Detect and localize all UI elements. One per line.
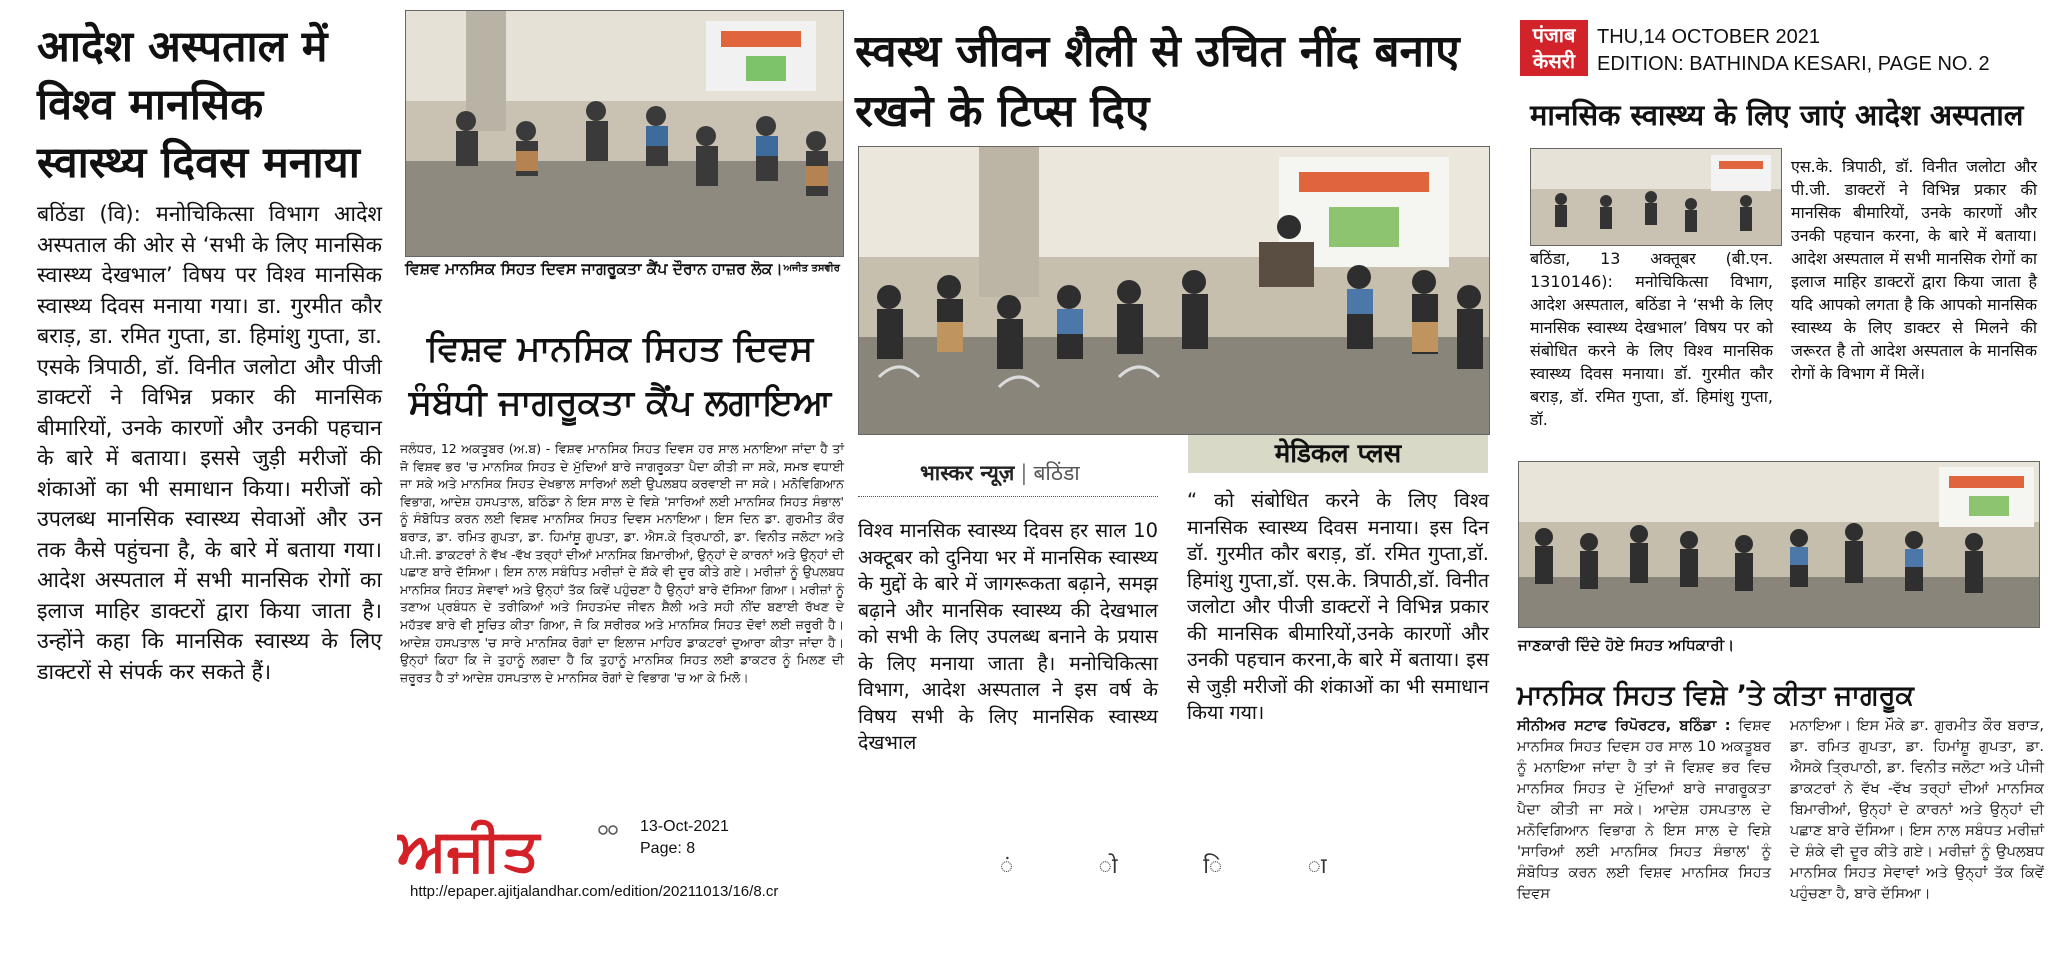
ajit-logo	[397, 818, 625, 878]
bhaskar-source: भास्कर न्यूज़	[920, 461, 1015, 485]
punjab-kesari-photo-graphic	[1531, 149, 1781, 245]
punjabi-awareness-body-left	[1517, 716, 1771, 905]
ajit-headline: ਵਿਸ਼ਵ ਮਾਨਸਿਕ ਸਿਹਤ ਦਿਵਸ ਸੰਬੰਧੀ ਜਾਗਰੂਕਤਾ ਕੈਂਪ ਲਗਾਇਆ	[408, 329, 832, 423]
punjab-kesari-body-left: बठिंडा, 13 अक्तूबर (बी.एन. 1310146): मनोचिकित्सा विभाग, आदेश अस्पताल, बठिंडा ने ‘सभी के लिए मानसिक स्वास्थ्य देखभाल’ विषय पर को संबोधित करने के लिए विश्व मानसिक स्वास्थ्य दिवस मनाया। डॉ. गुरमीत कौर बराड़, डॉ. रमित गुप्ता, डॉ. हिमांशु गुप्ता, डॉ.	[1530, 249, 1773, 429]
bhaskar-divider	[858, 496, 1158, 497]
punjabi-awareness-byline: ਸੀਨੀਅਰ ਸਟਾਫ ਰਿਪੋਰਟਰ, ਬਠਿੰਡਾ :	[1517, 718, 1731, 734]
ajit-logo-text: ਅਜੀਤ	[397, 818, 540, 878]
ajit-date: 13-Oct-2021	[640, 818, 729, 835]
column1-article-body: बठिंडा (वि): मनोचिकित्सा विभाग आदेश अस्पताल की ओर से ‘सभी के लिए मानसिक स्वास्थ्य देखभाल’ विषय पर विश्व मानसिक स्वास्थ्य दिवस मनाया गया। डा. गुरमीत कौर बराड़, डा. रमित गुप्ता, डा. हिमांशु गुप्ता, डा. एसके त्रिपाठी, डॉ. विनीत जलोटा और पीजी डाक्टरों ने विभिन्न प्रकार की मानसिक बीमारियों, उनके कारणों और उनकी पहचान के बारे में बताया। इससे जुड़ी मरीजों की शंकाओं का भी समाधान किया। मरीजों को उपलब्ध मानसिक स्वास्थ्य सेवाओं और उन तक कैसे पहुंचना है, के बारे में बताया गया। आदेश अस्पताल में सभी मानसिक रोगों का इलाज माहिर डाक्टरों द्वारा किया जाता है। उन्होंने कहा कि मानसिक स्वास्थ्य के लिए डाक्टरों से संपर्क कर सकते हैं।	[37, 202, 382, 685]
ajit-article-body: ਜਲੰਧਰ, 12 ਅਕਤੂਬਰ (ਅ.ਬ) - ਵਿਸ਼ਵ ਮਾਨਸਿਕ ਸਿਹਤ ਦਿਵਸ ਹਰ ਸਾਲ ਮਨਾਇਆ ਜਾਂਦਾ ਹੈ ਤਾਂ ਜੋ ਵਿਸ਼ਵ ਭਰ 'ਚ ਮਾਨਸਿਕ ਸਿਹਤ ਦੇ ਮੁੱਦਿਆਂ ਬਾਰੇ ਜਾਗਰੂਕਤਾ ਪੈਦਾ ਕੀਤੀ ਜਾ ਸਕੇ, ਸਮਝ ਵਧਾਈ ਜਾ ਸਕੇ ਅਤੇ ਮਾਨਸਿਕ ਸਿਹਤ ਦੇਖਭਾਲ ਸਾਰਿਆਂ ਲਈ ਉਪਲਬਧ ਕਰਵਾਈ ਜਾ ਸਕੇ। ਮਨੋਵਿਗਿਆਨ ਵਿਭਾਗ, ਆਦੇਸ਼ ਹਸਪਤਾਲ, ਬਠਿੰਡਾ ਨੇ ਇਸ ਸਾਲ ਦੇ ਵਿਸ਼ੇ 'ਸਾਰਿਆਂ ਲਈ ਮਾਨਸਿਕ ਸਿਹਤ ਸੰਭਾਲ' ਨੂੰ ਸੰਬੋਧਿਤ ਕਰਨ ਲਈ ਵਿਸ਼ਵ ਮਾਨਸਿਕ ਸਿਹਤ ਦਿਵਸ ਮਨਾਇਆ। ਇਸ ਦਿਨ ਡਾ. ਗੁਰਮੀਤ ਕੌਰ ਬਰਾੜ, ਡਾ. ਰਮਿਤ ਗੁਪਤਾ, ਡਾ. ਹਿਮਾਂਸ਼ੂ ਗੁਪਤਾ, ਡਾ. ਐਸ.ਕੇ ਤ੍ਰਿਪਾਠੀ, ਡਾ. ਵਿਨੀਤ ਜਲੋਟਾ ਅਤੇ ਪੀ.ਜੀ. ਡਾਕਟਰਾਂ ਨੇ ਵੱਖ -ਵੱਖ ਤਰ੍ਹਾਂ ਦੀਆਂ ਮਾਨਸਿਕ ਬਿਮਾਰੀਆਂ, ਉਨ੍ਹਾਂ ਦੇ ਕਾਰਨਾਂ ਅਤੇ ਉਨ੍ਹਾਂ ਦੀ ਪਛਾਣ ਬਾਰੇ ਦੱਸਿਆ। ਇਸ ਨਾਲ ਸਬੰਧਿਤ ਮਰੀਜ਼ਾਂ ਦੇ ਸ਼ੱਕੇ ਵੀ ਦੂਰ ਕੀਤੇ ਗਏ। ਮਰੀਜ਼ਾਂ ਨੂੰ ਉਪਲਬਧ ਮਾਨਸਿਕ ਸਿਹਤ ਸੇਵਾਵਾਂ ਅਤੇ ਉਨ੍ਹਾਂ ਤੱਕ ਕਿਵੇਂ ਪਹੁੰਚਣਾ ਹੈ ਉਨ੍ਹਾਂ ਬਾਰੇ ਦੱਸਿਆ ਗਿਆ। ਮਰੀਜ਼ਾਂ ਨੂੰ ਤਣਾਅ ਪ੍ਰਬੰਧਨ ਦੇ ਤਰੀਕਿਆਂ ਅਤੇ ਸਿਹਤਮੰਦ ਜੀਵਨ ਸ਼ੈਲੀ ਅਤੇ ਸਹੀ ਨੀਂਦ ਬਣਾਈ ਰੱਖਣ ਦੇ ਮਹੱਤਵ ਬਾਰੇ ਵੀ ਸੂਚਿਤ ਕੀਤਾ ਗਿਆ, ਜੋ ਕਿ ਸਰੀਰਕ ਅਤੇ ਮਾਨਸਿਕ ਸਿਹਤ ਦੋਵਾਂ ਲਈ ਜ਼ਰੂਰੀ ਹੈ। ਆਦੇਸ਼ ਹਸਪਤਾਲ 'ਚ ਸਾਰੇ ਮਾਨਸਿਕ ਰੋਗਾਂ ਦਾ ਇਲਾਜ ਮਾਹਿਰ ਡਾਕਟਰਾਂ ਦੁਆਰਾ ਕੀਤਾ ਜਾਂਦਾ ਹੈ। ਉਨ੍ਹਾਂ ਕਿਹਾ ਕਿ ਜੇ ਤੁਹਾਨੂੰ ਲਗਦਾ ਹੈ ਕਿ ਤੁਹਾਨੂੰ ਮਾਨਸਿਕ ਸਿਹਤ ਲਈ ਡਾਕਟਰ ਨੂੰ ਮਿਲਣ ਦੀ ਜ਼ਰੂਰਤ ਹੈ ਤਾਂ ਆਦੇਸ਼ ਹਸਪਤਾਲ ਦੇ ਮਾਨਸਿਕ ਰੋਗਾਂ ਦੇ ਵਿਭਾਗ 'ਚ ਆ ਕੇ ਮਿਲੋ।	[400, 441, 844, 685]
punjab-kesari-body-right: एस.के. त्रिपाठी, डॉ. विनीत जलोटा और पी.जी. डाक्टरों ने विभिन्न प्रकार की मानसिक बीमारियों, उनके कारणों और उनकी पहचान करना, के बारे में बताया। आदेश अस्पताल में सभी मानसिक रोगों का इलाज माहिर डाक्टरों द्वारा किया जाता है यदि आपको लगता है कि आपको मानसिक स्वास्थ्य के लिए डाक्टर से मिलने की जरूरत है तो आदेश अस्पताल के मानसिक रोगों के विभाग में मिलें।	[1791, 157, 2037, 383]
punjabi-awareness-body-right: ਮਨਾਇਆ। ਇਸ ਮੌਕੇ ਡਾ. ਗੁਰਮੀਤ ਕੌਰ ਬਰਾੜ, ਡਾ. ਰਮਿਤ ਗੁਪਤਾ, ਡਾ. ਹਿਮਾਂਸ਼ੂ ਗੁਪਤਾ, ਡਾ. ਐਸਕੇ ਤ੍ਰਿਪਾਠੀ, ਡਾ. ਵਿਨੀਤ ਜਲੋਟਾ ਅਤੇ ਪੀਜੀ ਡਾਕਟਰਾਂ ਨੇ ਵੱਖ -ਵੱਖ ਤਰ੍ਹਾਂ ਦੀਆਂ ਮਾਨਸਿਕ ਬਿਮਾਰੀਆਂ, ਉਨ੍ਹਾਂ ਦੇ ਕਾਰਨਾਂ ਅਤੇ ਉਨ੍ਹਾਂ ਦੀ ਪਛਾਣ ਬਾਰੇ ਦੱਸਿਆ। ਇਸ ਨਾਲ ਸਬੰਧਤ ਮਰੀਜ਼ਾਂ ਦੇ ਸ਼ੰਕੇ ਵੀ ਦੂਰ ਕੀਤੇ ਗਏ। ਮਰੀਜ਼ਾਂ ਨੂੰ ਉਪਲਬਧ ਮਾਨਸਿਕ ਸਿਹਤ ਸੇਵਾਵਾਂ ਅਤੇ ਉਨ੍ਹਾਂ ਤੱਕ ਕਿਵੇਂ ਪਹੁੰਚਣਾ ਹੈ, ਬਾਰੇ ਦੱਸਿਆ।	[1790, 718, 2044, 902]
punjab-kesari-date: THU,14 OCTOBER 2021	[1597, 26, 1821, 48]
health-officials-caption: ਜਾਣਕਾਰੀ ਦਿੰਦੇ ਹੋਏ ਸਿਹਤ ਅਧਿਕਾਰੀ।	[1518, 636, 1735, 654]
punjab-kesari-headline: मानसिक स्वास्थ्य के लिए जाएं आदेश अस्पताल	[1530, 98, 2024, 132]
punjab-kesari-logo-line2: केसरी	[1532, 49, 1576, 73]
health-officials-photo	[1518, 461, 2040, 628]
bhaskar-credit-separator: |	[1020, 461, 1028, 485]
bhaskar-event-photo-graphic	[859, 147, 1489, 434]
ajit-page: Page: 8	[640, 840, 696, 857]
punjabi-awareness-headline: ਮਾਨਸਿਕ ਸਿਹਤ ਵਿਸ਼ੇ ’ਤੇ ਕੀਤਾ ਜਾਗਰੂਕ	[1517, 680, 1914, 711]
punjab-kesari-edition: EDITION: BATHINDA KESARI, PAGE NO. 2	[1597, 53, 1990, 75]
ajit-url: http://epaper.ajitjalandhar.com/edition/20211013/16/8.cr	[410, 883, 779, 900]
punjabi-awareness-body-left-text: ਵਿਸ਼ਵ ਮਾਨਸਿਕ ਸਿਹਤ ਦਿਵਸ ਹਰ ਸਾਲ 10 ਅਕਤੂਬਰ ਨੂੰ ਮਨਾਇਆ ਜਾਂਦਾ ਹੈ ਤਾਂ ਜੋ ਵਿਸ਼ਵ ਭਰ ਵਿਚ ਮਾਨਸਿਕ ਸਿਹਤ ਦੇ ਮੁੱਦਿਆਂ ਬਾਰੇ ਜਾਗਰੂਕਤਾ ਪੈਦਾ ਕੀਤੀ ਜਾ ਸਕੇ। ਆਦੇਸ਼ ਹਸਪਤਾਲ ਦੇ ਮਨੋਵਿਗਿਆਨ ਵਿਭਾਗ ਨੇ ਇਸ ਸਾਲ ਦੇ ਵਿਸ਼ੇ 'ਸਾਰਿਆਂ ਲਈ ਮਾਨਸਿਕ ਸਿਹਤ ਸੰਭਾਲ' ਨੂੰ ਸੰਬੋਧਿਤ ਕਰਨ ਲਈ ਵਿਸ਼ਵ ਮਾਨਸਿਕ ਸਿਹਤ ਦਿਵਸ	[1517, 718, 1772, 902]
bhaskar-article-body-left: विश्व मानसिक स्वास्थ्य दिवस हर साल 10 अक्टूबर को दुनिया भर में मानसिक स्वास्थ्य के मुद्दों के बारे में जागरूकता बढ़ाने, समझ बढ़ाने और मानसिक स्वास्थ्य की देखभाल को सभी के लिए उपलब्ध बनाने के प्रयास के लिए मनाया जाता है। मनोचिकित्सा विभाग, आदेश अस्पताल ने इस वर्ष के विषय सभी के लिए मानसिक स्वास्थ्य देखभाल	[858, 519, 1158, 754]
ajit-edition-info	[640, 816, 729, 860]
bhaskar-event-photo	[858, 146, 1490, 435]
punjab-kesari-logo	[1520, 20, 1588, 76]
ajit-photo-caption	[405, 259, 840, 279]
ajit-event-photo-graphic	[406, 11, 843, 256]
ajit-photo-credit: ਅਜੀਤ ਤਸਵੀਰ	[783, 263, 840, 274]
punjab-kesari-edition-info	[1597, 24, 1990, 78]
bhaskar-cut-off-line: ं ो ि ा	[1000, 854, 1407, 879]
bhaskar-article-body-right: “ को संबोधित करने के लिए विश्व मानसिक स्वास्थ्य दिवस मनाया। इस दिन डॉ. गुरमीत कौर बराड़, डॉ. रमित गुप्ता,डॉ. हिमांशु गुप्ता,डॉ. एस.के. त्रिपाठी,डॉ. विनीत जलोटा और पीजी डाक्टरों ने विभिन्न प्रकार की मानसिक बीमारियों,उनके कारणों और उनकी पहचान करना,के बारे में बताया। इस से जुड़ी मरीजों की शंकाओं का भी समाधान किया गया।	[1187, 489, 1489, 724]
health-officials-photo-graphic	[1519, 462, 2039, 627]
punjab-kesari-logo-line1: पंजाब	[1532, 23, 1576, 47]
bhaskar-city: बठिंडा	[1033, 461, 1080, 485]
ajit-logo-graphic	[397, 818, 625, 878]
bhaskar-credit-line	[920, 459, 1080, 487]
ajit-event-photo	[405, 10, 844, 257]
punjab-kesari-photo	[1530, 148, 1782, 246]
bhaskar-headline: स्वस्थ जीवन शैली से उचित नींद बनाए रखने के टिप्स दिए	[855, 26, 1460, 137]
medical-plus-banner: मेडिकल प्लस	[1188, 435, 1488, 473]
column1-headline: आदेश अस्पताल में विश्व मानसिक स्वास्थ्य दिवस मनाया	[37, 22, 360, 188]
ajit-photo-caption-text: ਵਿਸ਼ਵ ਮਾਨਸਿਕ ਸਿਹਤ ਦਿਵਸ ਜਾਗਰੂਕਤਾ ਕੈਂਪ ਦੌਰਾਨ ਹਾਜ਼ਰ ਲੋਕ।	[405, 260, 783, 278]
